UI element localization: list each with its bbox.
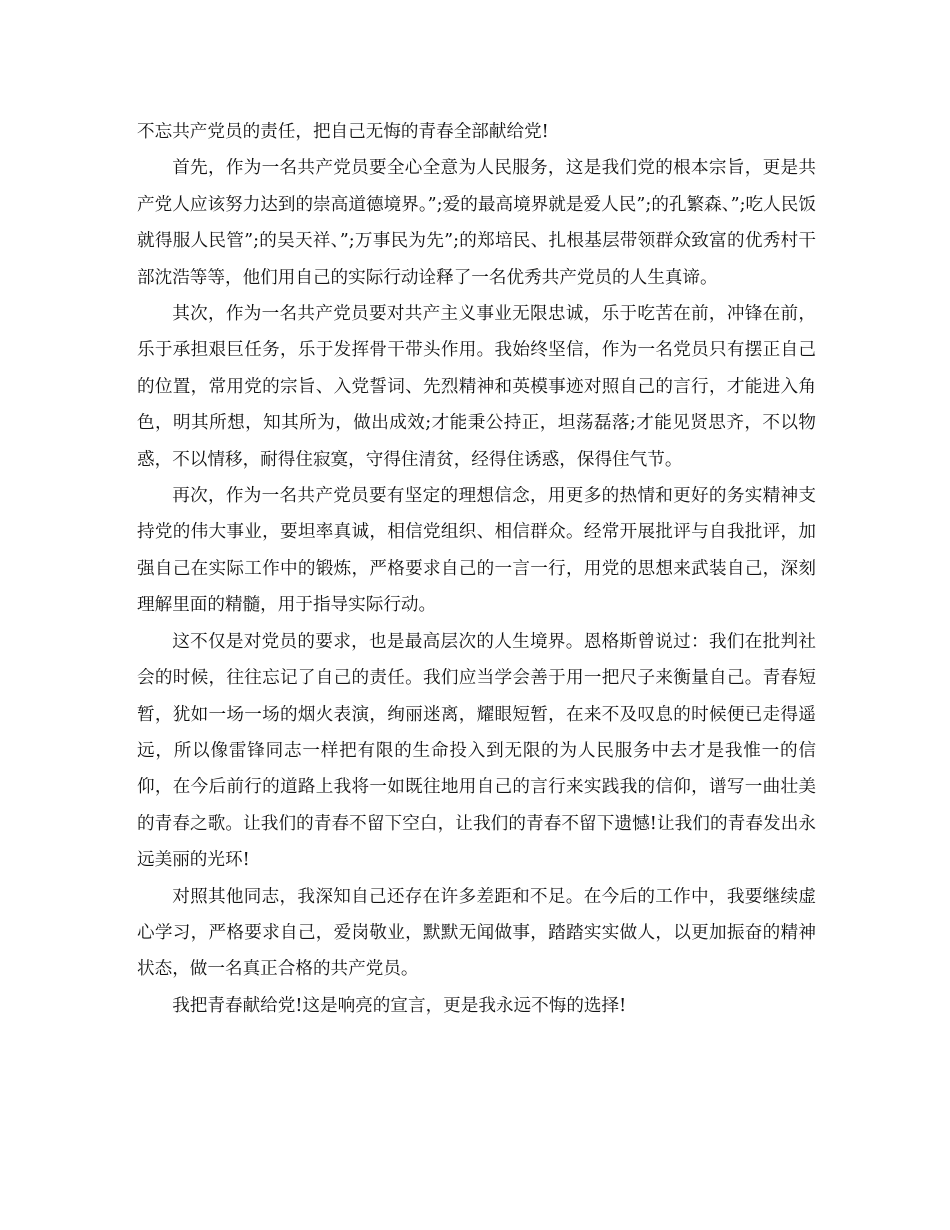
paragraph-declaration: 我把青春献给党!这是响亮的宣言，更是我永远不悔的选择! xyxy=(172,995,627,1016)
paragraph-serve-the-people: 首先，作为一名共产党员要全心全意为人民服务，这是我们党的根本宗旨，更是共产党人应该努力达到的崇高道德境界。”;爱的最高境界就是爱人民”;的孔繁森、”;吃人民饭就得服人民管”;的吴天祥、”;万事民为先”;的郑培民、扎根基层带领群众致富的优秀村干部沈浩等等，他们用自己的实际行动诠释了一名优秀共产党员的人生真谛。 xyxy=(137,158,816,288)
paragraph-self-reflection: 对照其他同志，我深知自己还存在许多差距和不足。在今后的工作中，我要继续虚心学习，严格要求自己，爱岗敬业，默默无闻做事，踏踏实实做人，以更加振奋的精神状态，做一名真正合格的共产党员。 xyxy=(137,886,816,980)
paragraph-life-realm: 这不仅是对党员的要求，也是最高层次的人生境界。恩格斯曾说过：我们在批判社会的时候，往往忘记了自己的责任。我们应当学会善于用一把尺子来衡量自己。青春短暂，犹如一场一场的烟火表演，绚丽迷离，耀眼短暂，在来不及叹息的时候便已走得遥远，所以像雷锋同志一样把有限的生命投入到无限的为人民服务中去才是我惟一的信仰，在今后前行的道路上我将一如既往地用自己的言行来实践我的信仰，谱写一曲壮美的青春之歌。让我们的青春不留下空白，让我们的青春不留下遗憾!让我们的青春发出永远美丽的光环! xyxy=(137,631,816,871)
document-body xyxy=(137,114,816,1024)
paragraph-loyalty: 其次，作为一名共产党员要对共产主义事业无限忠诚，乐于吃苦在前，冲锋在前，乐于承担艰巨任务，乐于发挥骨干带头作用。我始终坚信，作为一名党员只有摆正自己的位置，常用党的宗旨、入党誓词、先烈精神和英模事迹对照自己的言行，才能进入角色，明其所想，知其所为，做出成效;才能秉公持正，坦荡磊落;才能见贤思齐，不以物惑，不以情移，耐得住寂寞，守得住清贫，经得住诱惑，保得住气节。 xyxy=(137,304,816,470)
paragraph-continuation: 不忘共产党员的责任，把自己无悔的青春全部献给党! xyxy=(137,122,549,142)
paragraph-ideals: 再次，作为一名共产党员要有坚定的理想信念，用更多的热情和更好的务实精神支持党的伟大事业，要坦率真诚，相信党组织、相信群众。经常开展批评与自我批评，加强自己在实际工作中的锻炼，严格要求自己的一言一行，用党的思想来武装自己，深刻理解里面的精髓，用于指导实际行动。 xyxy=(137,486,816,616)
